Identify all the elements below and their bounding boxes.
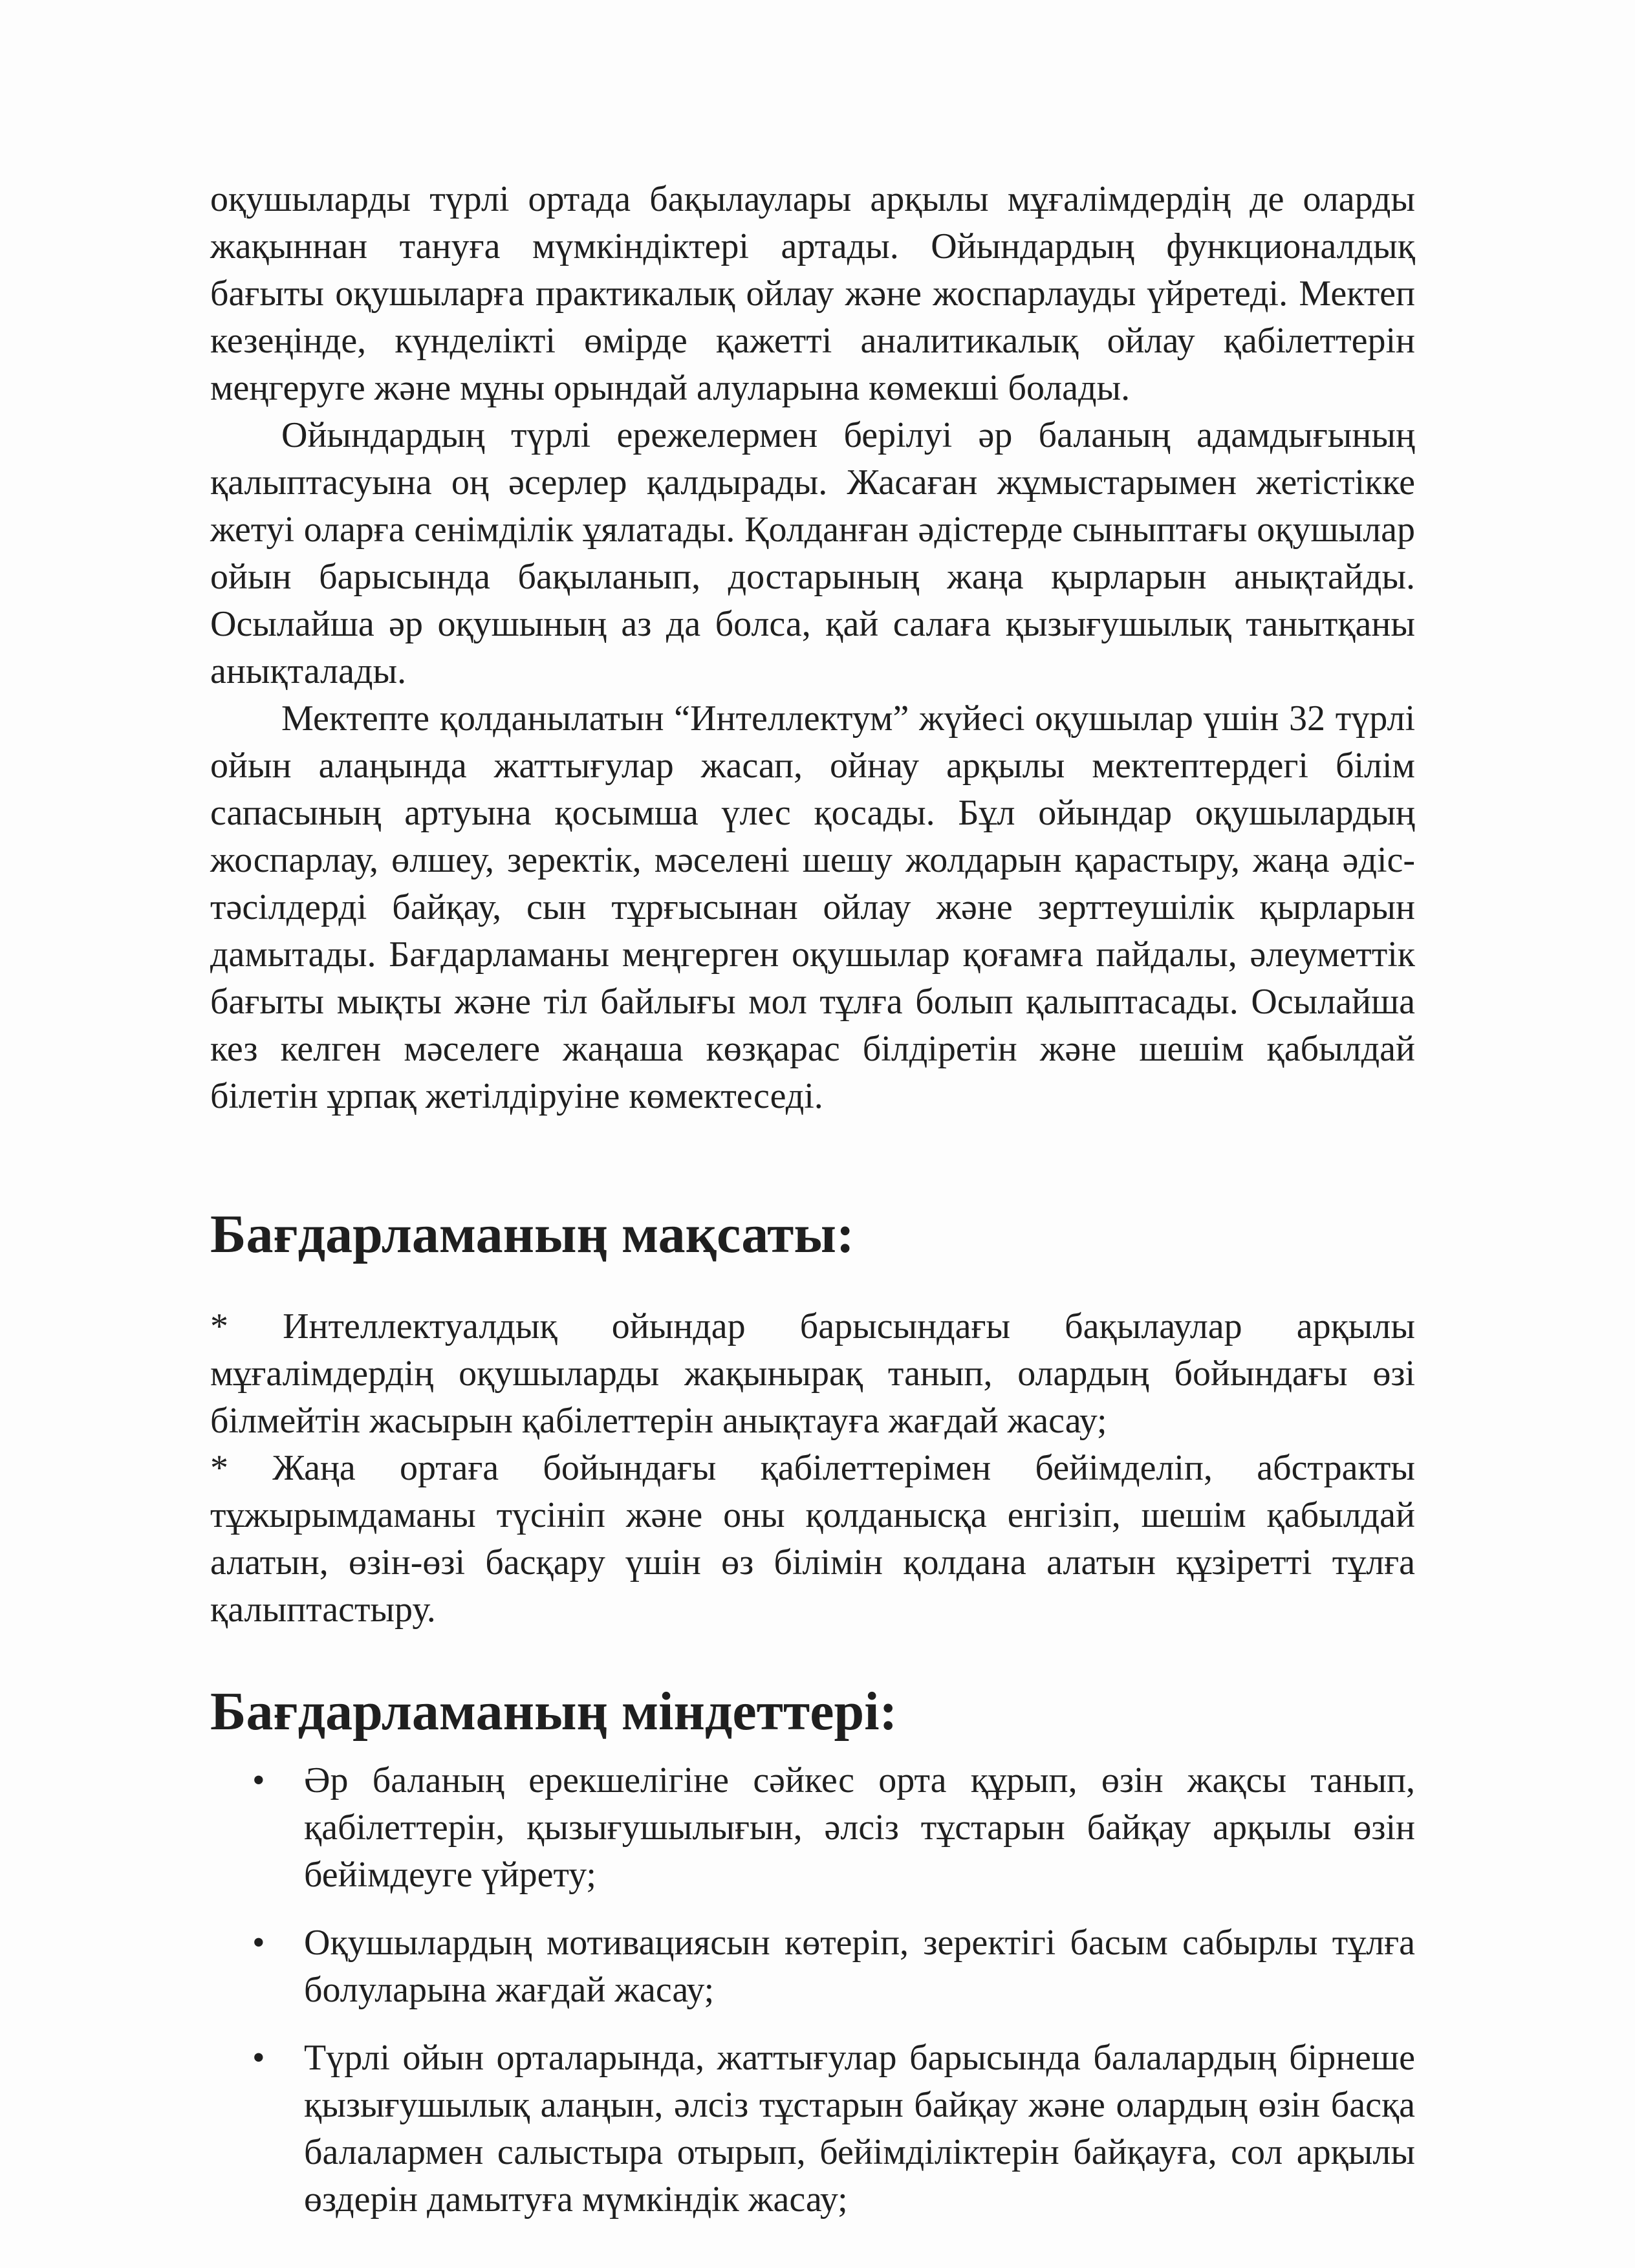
task-item-text: Оқушылардың мотивациясын көтеріп, зеректігі басым сабырлы тұлға болуларына жағдай жасау; <box>304 1923 1415 2010</box>
bullet-icon: • <box>252 1760 265 1800</box>
tasks-heading: Бағдарламаның міндеттері: <box>210 1681 898 1742</box>
tasks-list <box>210 1757 1415 2223</box>
body-paragraph-3: Мектепте қолданылатын “Интеллектум” жүйесі оқушылар үшін 32 түрлі ойын алаңында жаттығулар жасап, ойнау арқылы мектептердегі білім сапасының артуына қосымша үлес қосады. Бұл ойындар оқушылардың жоспарлау, өлшеу, зеректік, мәселені шешу жолдарын қарастыру, жаңа әдіс-тәсілдерді байқау, сын тұрғысынан ойлау және зерттеушілік қырларын дамытады. Бағдарламаны меңгерген оқушылар қоғамға пайдалы, әлеуметтік бағыты мықты және тіл байлығы мол тұлға болып қалыптасады. Осылайша кез келген мәселеге жаңаша көзқарас білдіретін және шешім қабылдай білетін ұрпақ жетілдіруіне көмектеседі. <box>210 698 1415 1116</box>
body-paragraph-2: Ойындардың түрлі ережелермен берілуі әр баланың адамдығының қалыптасуына оң әсерлер қалдырады. Жасаған жұмыстарымен жетістікке жетуі оларға сенімділік ұялатады. Қолданған әдістерде сыныптағы оқушылар ойын барысында бақыланып, достарының жаңа қырларын анықтайды. Осылайша әр оқушының аз да болса, қай салаға қызығушылық танытқаны анықталады. <box>210 415 1415 691</box>
goals-heading: Бағдарламаның мақсаты: <box>210 1204 854 1264</box>
task-item-text: Түрлі ойын орталарында, жаттығулар барысында балалардың бірнеше қызығушылық алаңын, әлсіз тұстарын байқау және олардың өзін басқа балалармен салыстыра отырып, бейімділіктерін байқауға, сол арқылы өздерін дамытуға мүмкіндік жасау; <box>304 2038 1415 2219</box>
bullet-icon: • <box>252 2038 265 2078</box>
body-paragraph-1: оқушыларды түрлі ортада бақылаулары арқылы мұғалімдердің де оларды жақыннан тануға мүмкіндіктері артады. Ойындардың функционалдық бағыты оқушыларға практикалық ойлау және жоспарлауды үйретеді. Мектеп кезеңінде, күнделікті өмірде қажетті аналитикалық ойлау қабілеттерін меңгеруге және мұны орындай алуларына көмекші болады. <box>210 179 1415 408</box>
goal-item-1: * Интеллектуалдық ойындар барысындағы бақылаулар арқылы мұғалімдердің оқушыларды жақынырақ танып, олардың бойындағы өзі білмейтін жасырын қабілеттерін анықтауға жағдай жасау; <box>210 1306 1415 1441</box>
task-item-2 <box>252 1919 1415 2014</box>
task-item-3 <box>252 2035 1415 2223</box>
task-item-1 <box>252 1757 1415 1899</box>
goal-item-2: * Жаңа ортаға бойындағы қабілеттерімен бейімделіп, абстракты тұжырымдаманы түсініп және оны қолданысқа енгізіп, шешім қабылдай алатын, өзін-өзі басқару үшін өз білімін қолдана алатын құзіретті тұлға қалыптастыру. <box>210 1448 1415 1630</box>
task-item-text: Әр баланың ерекшелігіне сәйкес орта құрып, өзін жақсы танып, қабілеттерін, қызығушылығын, әлсіз тұстарын байқау арқылы өзін бейімдеуге үйрету; <box>304 1760 1415 1895</box>
bullet-icon: • <box>252 1923 265 1963</box>
goals-list <box>210 1303 1415 1634</box>
